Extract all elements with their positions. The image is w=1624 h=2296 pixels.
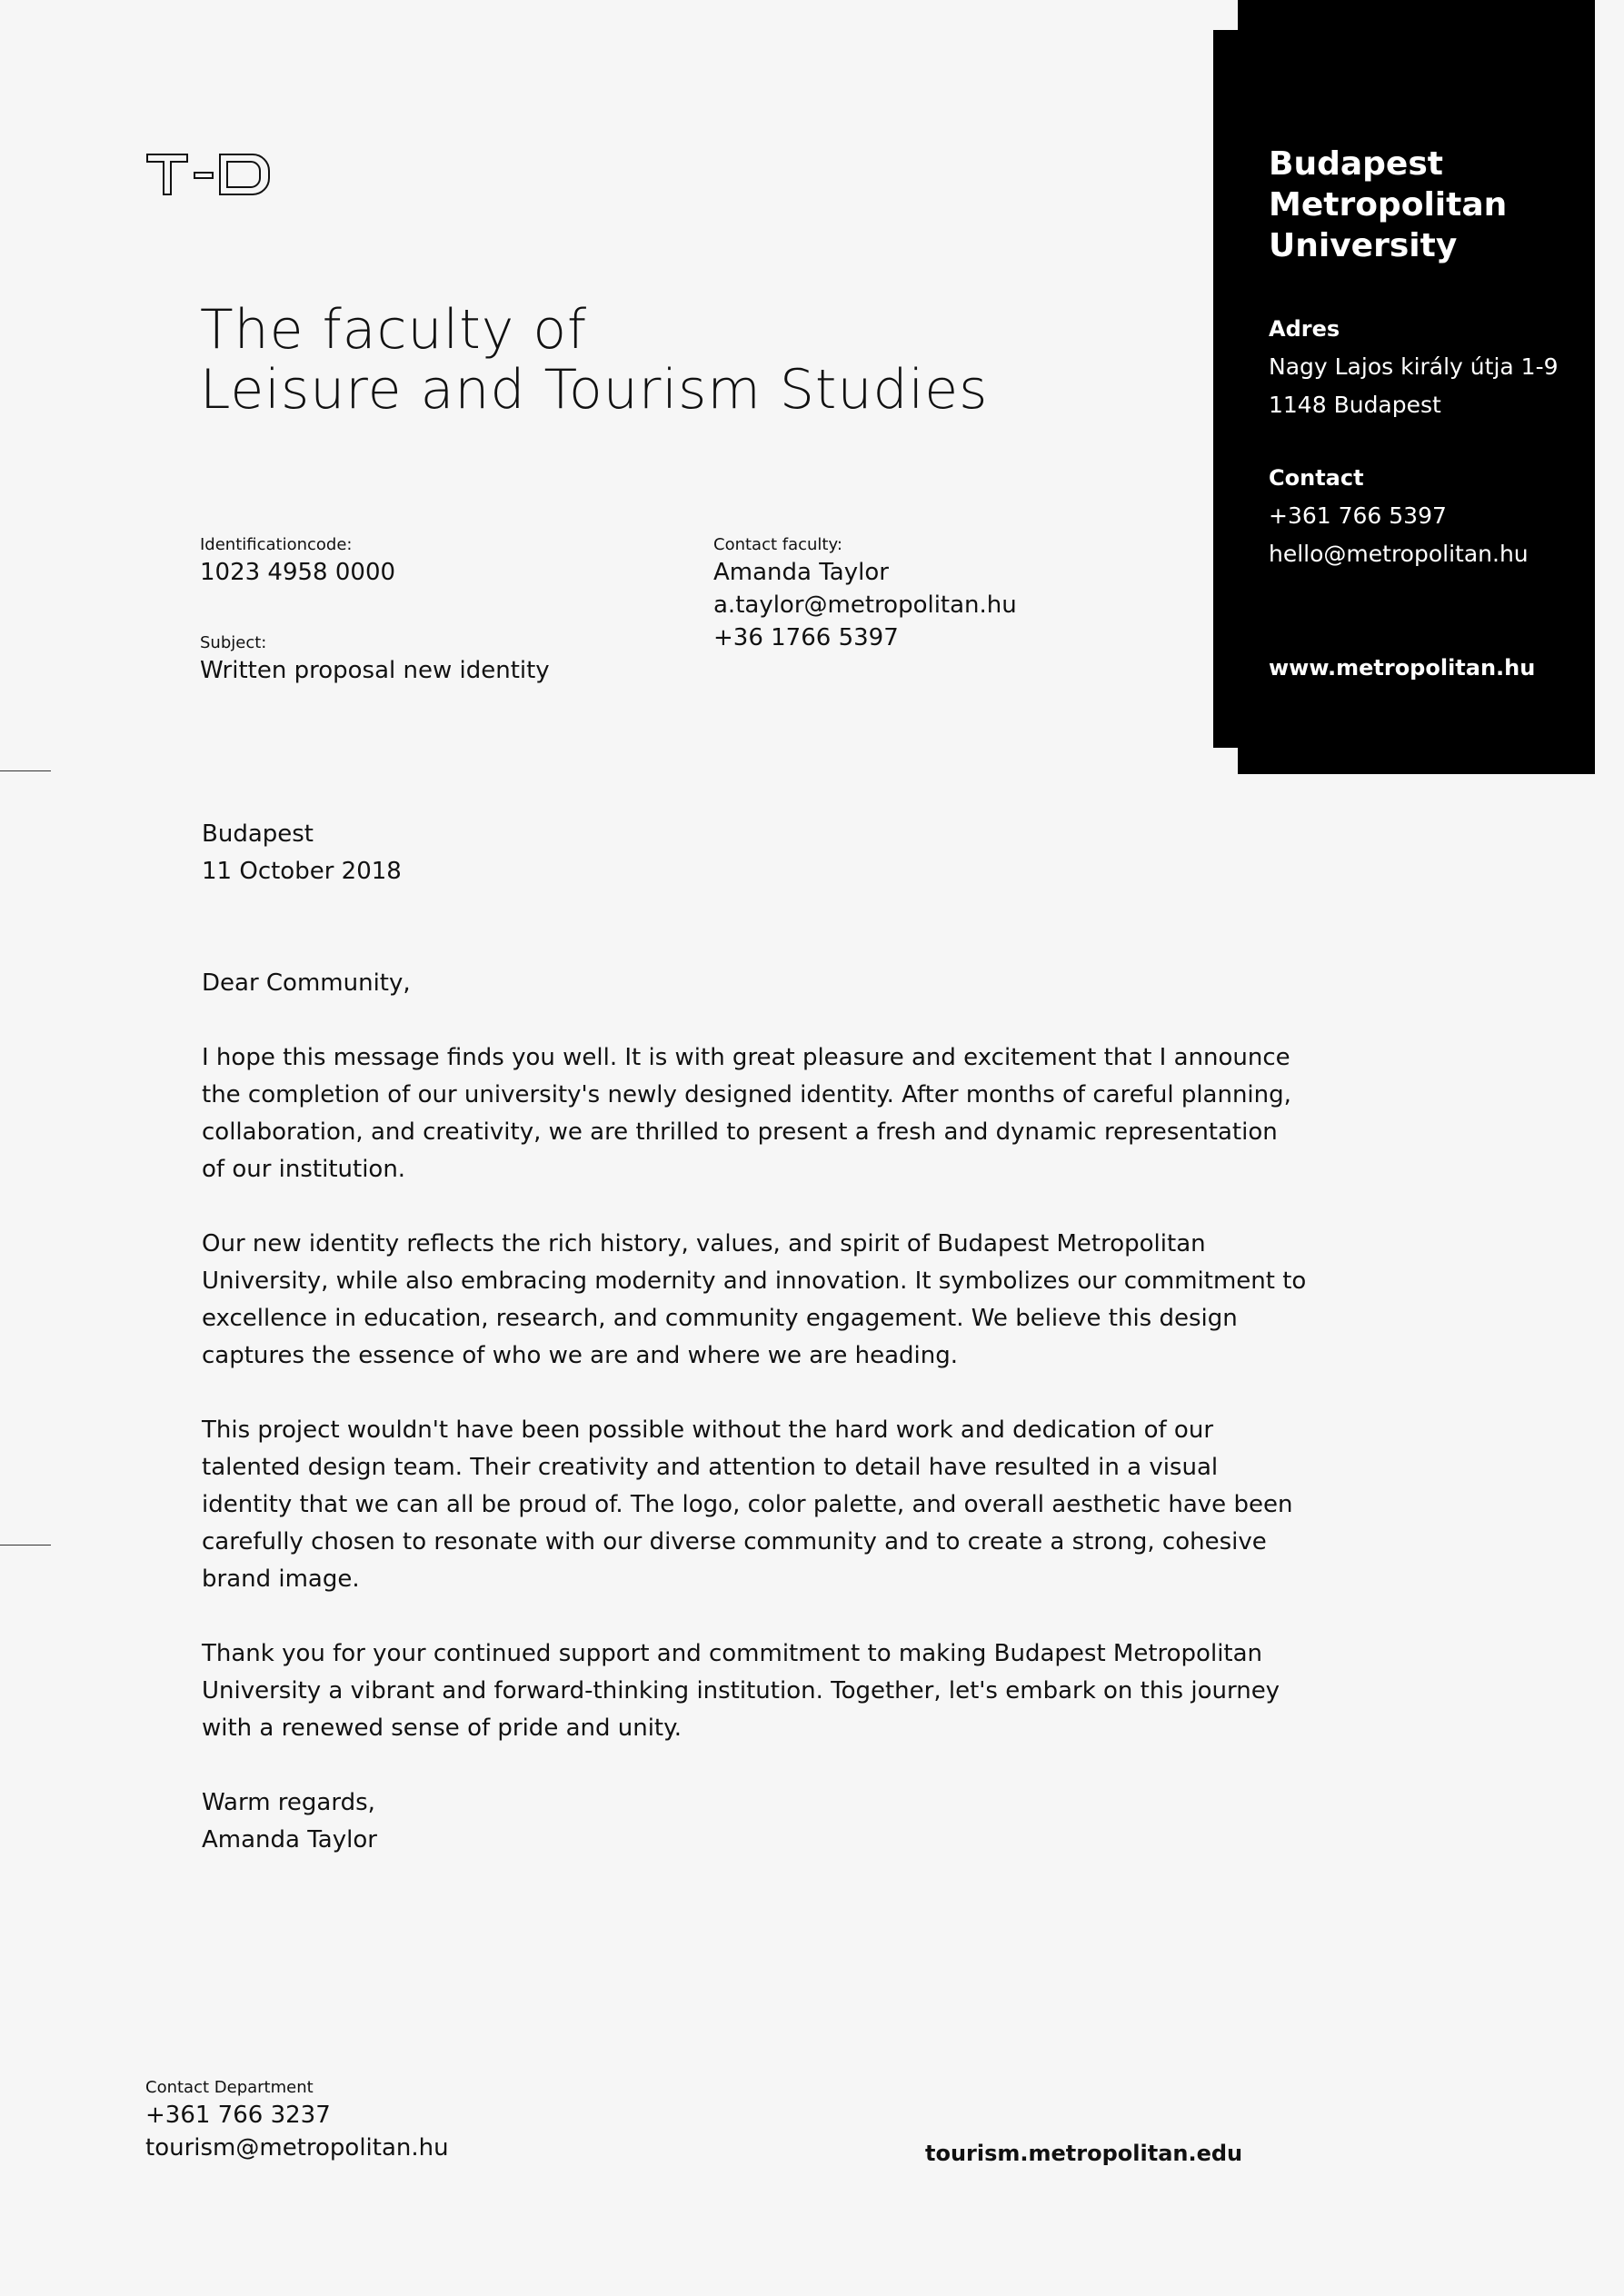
contact-faculty-email[interactable]: a.taylor@metropolitan.hu	[713, 591, 1017, 619]
footer-label: Contact Department	[145, 2078, 314, 2097]
identification-block	[200, 534, 395, 589]
contact-heading: Contact	[1269, 465, 1364, 491]
paragraph-line: University a vibrant and forward-thinking institution. Together, let's embark on this journey	[202, 1677, 1280, 1705]
subject-label: Subject:	[200, 633, 267, 652]
university-name-line-1: Budapest	[1269, 145, 1443, 183]
paragraph-line: the completion of our university's newly designed identity. After months of careful planning,	[202, 1081, 1291, 1108]
panel-phone: +361 766 5397	[1269, 502, 1447, 529]
letter-date: 11 October 2018	[202, 858, 402, 885]
letter-paragraph-2	[202, 1226, 1307, 1375]
subject-value: Written proposal new identity	[200, 657, 550, 684]
paragraph-line: collaboration, and creativity, we are thrilled to present a fresh and dynamic representation	[202, 1118, 1278, 1146]
contact-faculty-phone: +36 1766 5397	[713, 624, 899, 651]
paragraph-line: with a renewed sense of pride and unity.	[202, 1715, 682, 1742]
paragraph-line: excellence in education, research, and community engagement. We believe this design	[202, 1305, 1238, 1332]
footer-website-link[interactable]: tourism.metropolitan.edu	[925, 2141, 1243, 2166]
subject-block	[200, 632, 550, 687]
identification-label: Identificationcode:	[200, 535, 353, 554]
paragraph-line: This project wouldn't have been possible without the hard work and dedication of our	[202, 1416, 1214, 1444]
footer-contact	[145, 2077, 449, 2164]
paragraph-line: talented design team. Their creativity and attention to detail have resulted in a visual	[202, 1454, 1219, 1481]
panel-email[interactable]: hello@metropolitan.hu	[1269, 541, 1529, 567]
paragraph-line: Thank you for your continued support and commitment to making Budapest Metropolitan	[202, 1640, 1263, 1667]
paragraph-line: identity that we can all be proud of. The logo, color palette, and overall aesthetic have been	[202, 1491, 1293, 1518]
footer-phone: +361 766 3237	[145, 2102, 331, 2129]
title-line-1: The faculty of	[200, 298, 588, 362]
page-title	[200, 300, 988, 420]
paragraph-line: Our new identity reflects the rich history, values, and spirit of Budapest Metropolitan	[202, 1230, 1206, 1257]
university-name-line-2: Metropolitan	[1269, 186, 1508, 224]
university-name-line-3: University	[1269, 227, 1458, 264]
identification-value: 1023 4958 0000	[200, 559, 396, 586]
address-line-2: 1148 Budapest	[1269, 392, 1441, 418]
fold-mark-top	[0, 770, 51, 771]
paragraph-line: University, while also embracing modernity and innovation. It symbolizes our commitment to	[202, 1267, 1307, 1295]
letter-signature: Amanda Taylor	[202, 1826, 377, 1854]
footer-email[interactable]: tourism@metropolitan.hu	[145, 2134, 449, 2162]
paragraph-line: carefully chosen to resonate with our diverse community and to create a strong, cohesive	[202, 1528, 1267, 1556]
paragraph-line: I hope this message finds you well. It is with great pleasure and excitement that I announce	[202, 1044, 1290, 1071]
paragraph-line: captures the essence of who we are and where we are heading.	[202, 1342, 958, 1369]
letter-paragraph-4	[202, 1635, 1280, 1747]
letter-body	[202, 816, 1307, 1859]
panel-website-link[interactable]: www.metropolitan.hu	[1269, 655, 1536, 681]
letter-paragraph-3	[202, 1412, 1293, 1598]
university-name	[1269, 144, 1596, 266]
panel-content	[1269, 144, 1596, 686]
td-logo	[145, 153, 273, 196]
letter-greeting: Dear Community,	[202, 969, 411, 997]
contact-faculty-block	[713, 534, 1017, 654]
panel-bottom-tab	[1238, 736, 1595, 774]
address-line-1: Nagy Lajos király útja 1-9	[1269, 353, 1559, 380]
letter-closing: Warm regards,	[202, 1789, 375, 1816]
contact-faculty-label: Contact faculty:	[713, 535, 842, 554]
paragraph-line: of our institution.	[202, 1156, 406, 1183]
fold-mark-bottom	[0, 1545, 51, 1546]
address-heading: Adres	[1269, 316, 1340, 342]
letter-paragraph-1	[202, 1039, 1291, 1188]
title-line-2: Leisure and Tourism Studies	[200, 358, 989, 422]
contact-faculty-name: Amanda Taylor	[713, 559, 889, 586]
paragraph-line: brand image.	[202, 1565, 360, 1593]
letter-place: Budapest	[202, 820, 314, 848]
